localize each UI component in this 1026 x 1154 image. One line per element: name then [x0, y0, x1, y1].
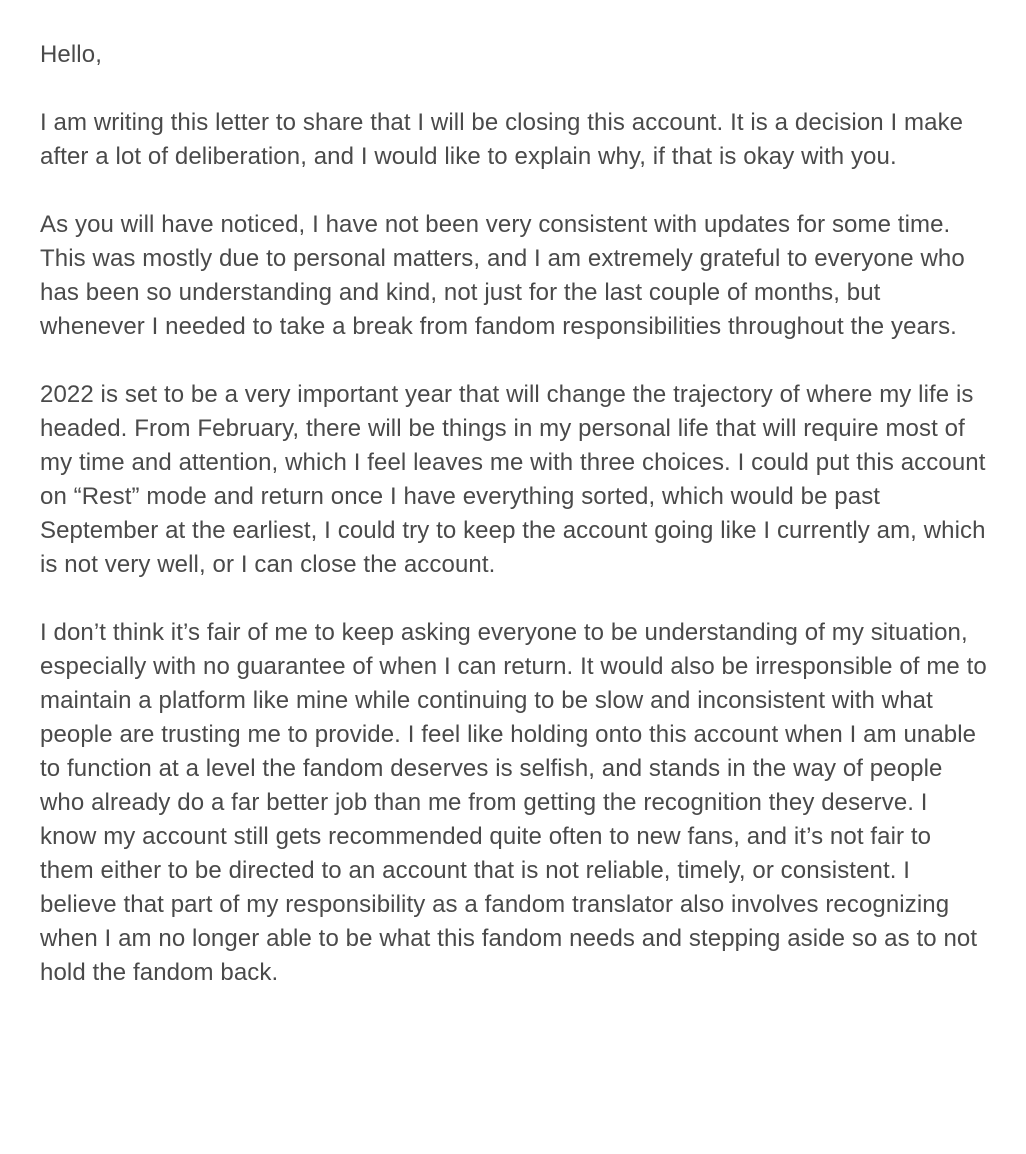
letter-body — [40, 38, 990, 990]
letter-greeting: Hello, — [40, 41, 102, 68]
letter-paragraph-3: 2022 is set to be a very important year that will change the trajectory of where my life is headed. From February, there will be things in my personal life that will require most of my time and attention, which I feel leaves me with three choices. I could put this account on “Rest” mode and return once I have everything sorted, which would be past September at the earliest, I could try to keep the account going like I currently am, which is not very well, or I can close the account. — [40, 381, 986, 578]
letter-paragraph-1: I am writing this letter to share that I will be closing this account. It is a decision I make after a lot of deliberation, and I would like to explain why, if that is okay with you. — [40, 109, 964, 170]
letter-paragraph-2: As you will have noticed, I have not been very consistent with updates for some time. This was mostly due to personal matters, and I am extremely grateful to everyone who has been so understanding and kind, not just for the last couple of months, but whenever I needed to take a break from fandom responsibilities throughout the years. — [40, 211, 965, 340]
letter-paragraph-4: I don’t think it’s fair of me to keep asking everyone to be understanding of my situation, especially with no guarantee of when I can return. It would also be irresponsible of me to maintain a platform like mine while continuing to be slow and inconsistent with what people are trusting me to provide. I feel like holding onto this account when I am unable to function at a level the fandom deserves is selfish, and stands in the way of people who already do a far better job than me from getting the recognition they deserve. I know my account still gets recommended quite often to new fans, and it’s not fair to them either to be directed to an account that is not reliable, timely, or consistent. I believe that part of my responsibility as a fandom translator also involves recognizing when I am no longer able to be what this fandom needs and stepping aside so as to not hold the fandom back. — [40, 619, 987, 986]
